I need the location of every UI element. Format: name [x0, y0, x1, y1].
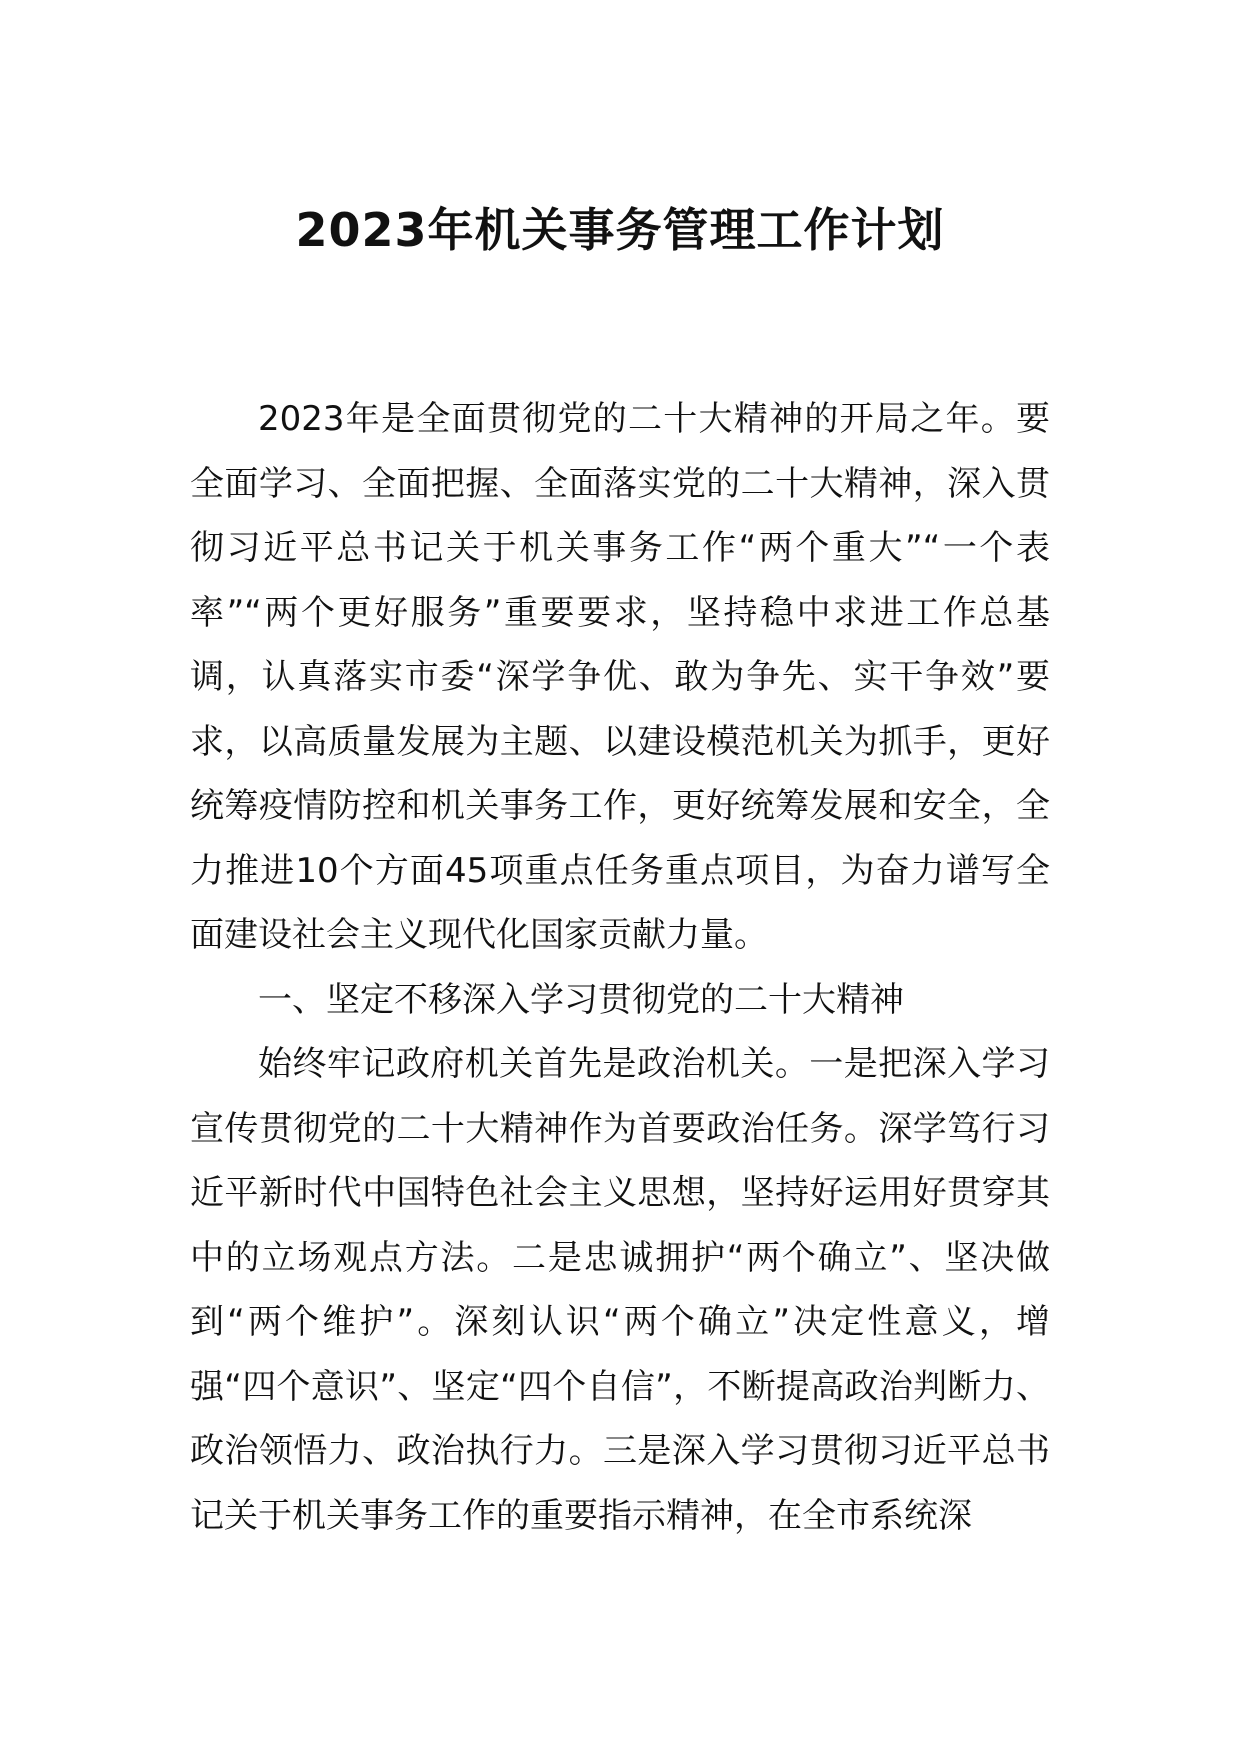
section-heading-1: 一、坚定不移深入学习贯彻党的二十大精神 [258, 979, 904, 1020]
document-title: 2023年机关事务管理工作计划 [295, 203, 945, 257]
document-body [190, 387, 1050, 1548]
paragraph-section-1: 始终牢记政府机关首先是政治机关。一是把深入学习宣传贯彻党的二十大精神作为首要政治任务。深学笃行习近平新时代中国特色社会主义思想，坚持好运用好贯穿其中的立场观点方法。二是忠诚拥护“两个确立”、坚决做到“两个维护”。深刻认识“两个确立”决定性意义，增强“四个意识”、坚定“四个自信”，不断提高政治判断力、政治领悟力、政治执行力。三是深入学习贯彻习近平总书记关于机关事务工作的重要指示精神，在全市系统深 [190, 1044, 1050, 1536]
paragraph-intro: 2023年是全面贯彻党的二十大精神的开局之年。要全面学习、全面把握、全面落实党的二十大精神，深入贯彻习近平总书记关于机关事务工作“两个重大”“一个表率”“两个更好服务”重要要求，坚持稳中求进工作总基调，认真落实市委“深学争优、敢为争先、实干争效”要求，以高质量发展为主题、以建设模范机关为抓手，更好统筹疫情防控和机关事务工作，更好统筹发展和安全，全力推进10个方面45项重点任务重点项目，为奋力谱写全面建设社会主义现代化国家贡献力量。 [190, 399, 1050, 955]
